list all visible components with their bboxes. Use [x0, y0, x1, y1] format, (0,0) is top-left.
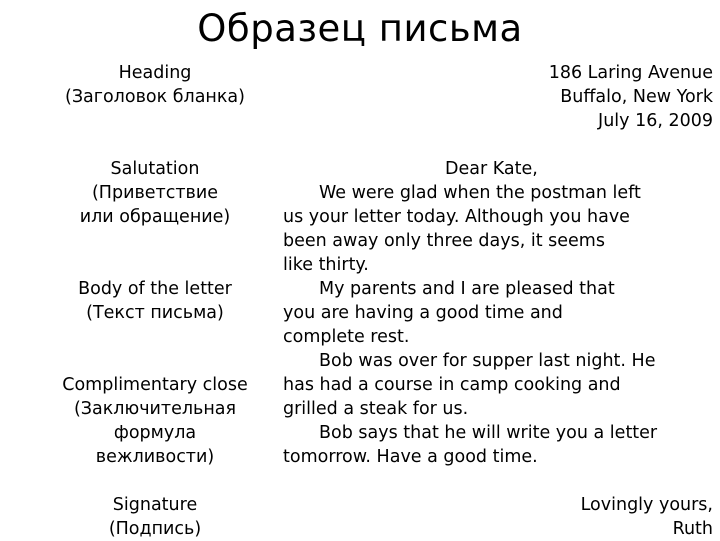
address-line: Buffalo, New York [560, 87, 713, 107]
page-title: Образец письма [197, 7, 523, 50]
body-line: been away only three days, it seems [283, 231, 605, 251]
letter-date: July 16, 2009 [598, 111, 713, 131]
salutation-label-en: Salutation [110, 159, 200, 179]
body-line: us your letter today. Although you have [283, 207, 630, 227]
body-line: tomorrow. Have a good time. [283, 447, 538, 467]
close-label-en: Complimentary close [62, 375, 248, 395]
body-label-en: Body of the letter [78, 279, 232, 299]
heading-label [30, 61, 280, 109]
salutation-label-ru-1: (Приветствие [91, 183, 218, 203]
letter-heading-address [549, 61, 713, 133]
complimentary-close: Lovingly yours, [580, 495, 713, 515]
close-label [30, 373, 280, 469]
close-label-ru-3: вежливости) [95, 447, 215, 467]
salutation-label [30, 157, 280, 229]
close-label-ru-1: (Заключительная [73, 399, 237, 419]
body-line: you are having a good time and [283, 303, 563, 323]
heading-label-en: Heading [118, 63, 192, 83]
body-line: We were glad when the postman left [319, 183, 641, 203]
signature-label-ru: (Подпись) [108, 519, 202, 539]
body-line: grilled a steak for us. [283, 399, 469, 419]
signature-label [30, 493, 280, 541]
salutation-label-ru-2: или обращение) [79, 207, 231, 227]
body-line: Bob says that he will write you a letter [319, 423, 658, 443]
body-line: Bob was over for supper last night. He [319, 351, 656, 371]
signature-name: Ruth [672, 519, 713, 539]
heading-label-ru: (Заголовок бланка) [65, 87, 245, 107]
signature-label-en: Signature [112, 495, 198, 515]
body-label-ru: (Текст письма) [86, 303, 224, 323]
letter-closing [581, 493, 713, 541]
close-label-ru-2: формула [113, 423, 197, 443]
body-label [30, 277, 280, 325]
body-line: has had a course in camp cooking and [283, 375, 621, 395]
address-line: 186 Laring Avenue [548, 63, 713, 83]
letter-body [283, 157, 715, 469]
letter-salutation: Dear Kate, [445, 159, 538, 179]
body-line: like thirty. [283, 255, 369, 275]
body-line: complete rest. [283, 327, 410, 347]
body-line: My parents and I are pleased that [319, 279, 615, 299]
